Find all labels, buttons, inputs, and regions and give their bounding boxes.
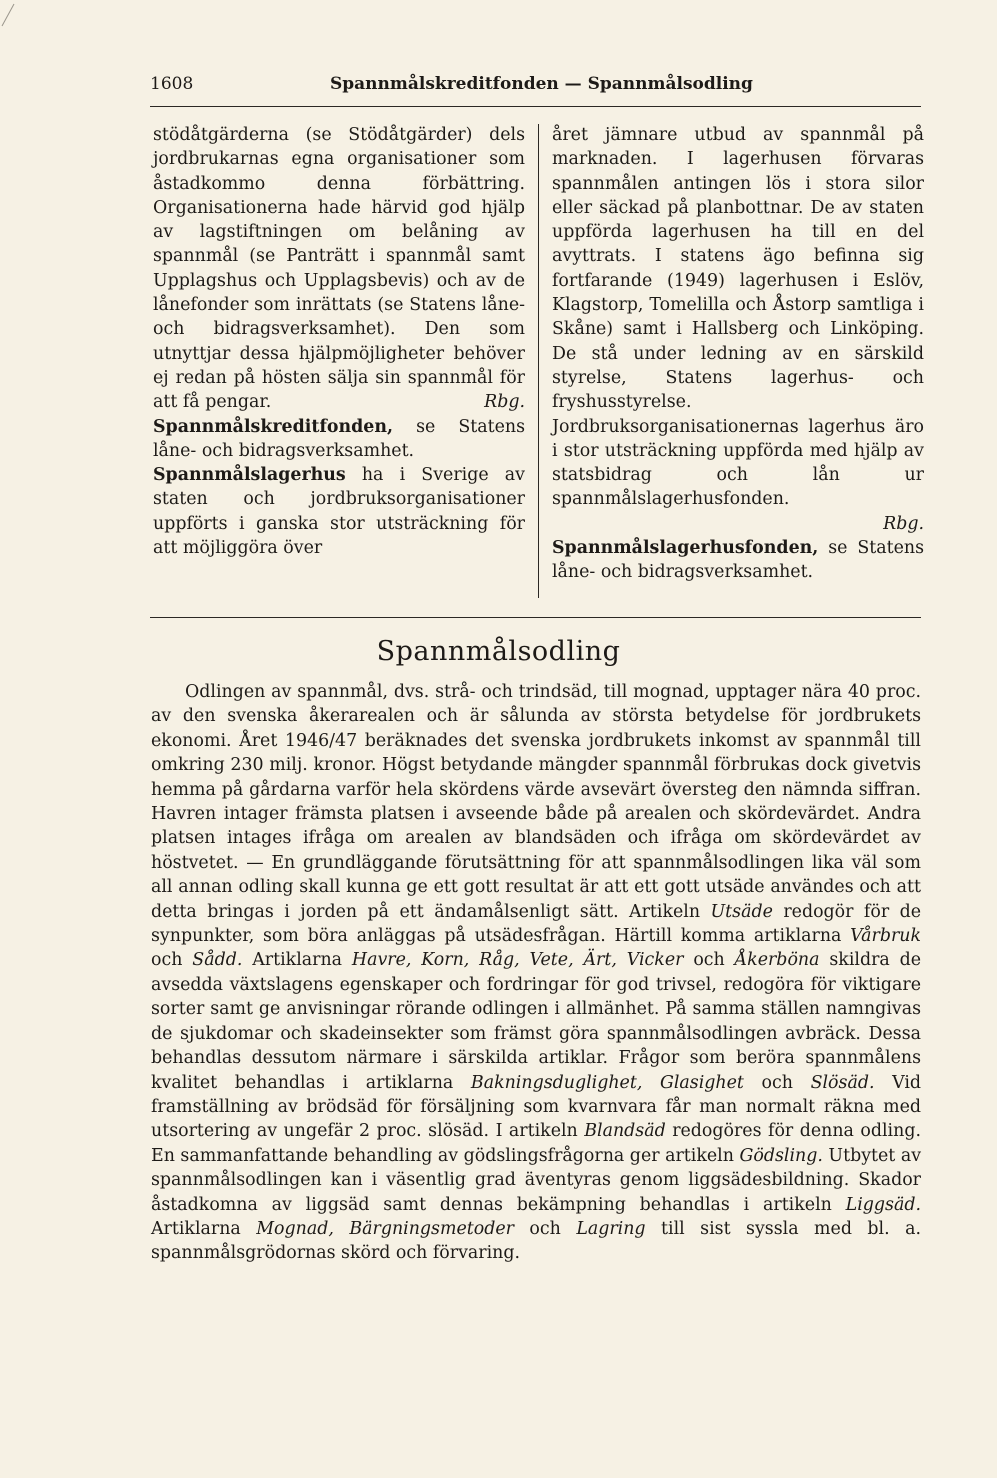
article-paragraph (151, 680, 921, 1266)
author-signature: Rbg. (484, 392, 525, 413)
article-reference: Lagring (576, 1218, 646, 1239)
article-text: till sist syssla med bl. a. spannmålsgrödornas skörd och förvaring. (151, 1218, 922, 1264)
article-reference: Slösäd. (810, 1072, 875, 1093)
entry-spannmalskreditfonden (153, 415, 525, 464)
right-paragraph (552, 123, 924, 512)
article-reference: Bakningsduglighet, Glasighet (470, 1072, 744, 1093)
article-text: redogöres för denna odling. En sammanfattande behandling av gödslingsfrågorna ger artikeln (151, 1121, 921, 1166)
article-text: Artiklarna (252, 950, 343, 971)
article-reference: Liggsäd. (845, 1194, 921, 1215)
entry-spannmalslagerhusfonden (552, 536, 924, 585)
article-reference: Mognad, Bärgningsmetoder (256, 1218, 514, 1239)
article-reference: Åkerböna (734, 950, 820, 971)
article-text: och (529, 1218, 561, 1239)
article-text: redogör för de synpunkter, som böra anläggas på utsädesfrågan. Härtill komma artiklarna (151, 901, 922, 947)
running-title: Spannmålskreditfonden — Spannmålsodling (330, 74, 753, 94)
article-reference: Vårbruk (850, 926, 921, 947)
entry-spannmalslagerhus (153, 463, 525, 560)
article-text: Utbytet av spannmålsodlingen kan i väsentlig grad äventyras genom liggsädesbildning. Skador åstadkomna av liggsäd samt dennas bekämpning behandlas i artikeln (151, 1145, 922, 1215)
article-reference: Gödsling. (739, 1145, 823, 1166)
article-text: och (693, 950, 725, 971)
article-body (151, 680, 921, 1266)
page-header (150, 74, 920, 104)
right-column (552, 123, 924, 585)
article-reference: Utsäde (710, 901, 773, 922)
left-paragraph (153, 123, 525, 415)
article-text: och (761, 1072, 793, 1093)
right-paragraph-text: året jämnare utbud av spannmål på marknaden. I lagerhusen förvaras spannmålen antingen lös i stora silor eller säckad på planbottnar. De av staten uppförda lagerhusen ha till en del avyttrats. I statens ägo befinna sig fortfarande (1949) lagerhusen i Eslöv, Klagstorp, Tomelilla och Åstorp samtliga i Skåne) samt i Hallsberg och Linköping. De stå under ledning av en särskild styrelse, Statens lagerhus- och fryshusstyrelse. Jordbruksorganisationernas lagerhus äro i stor utsträckning uppförda med hjälp av statsbidrag och lån ur spannmålslagerhusfonden. (552, 125, 924, 510)
entry-headword: Spannmålslagerhusfonden, (552, 538, 819, 559)
entry-text: se Statens låne- och bidragsverksamhet. (153, 416, 525, 461)
left-paragraph-text: stödåtgärderna (se Stödåtgärder) dels jordbrukarnas egna organisationer som åstadkommo denna förbättring. Organisationerna hade härvid god hjälp av lagstiftningen om belåning av spannmål (se Panträtt i spannmål samt Upplagshus och Upplagsbevis) och av de lånefonder som inrättats (se Statens låne- och bidragsverksamhet). Den som utnyttjar dessa hjälpmöjligheter behöver ej redan på hösten sälja sin spannmål för att få pengar. (153, 125, 525, 413)
article-reference: Blandsäd (584, 1121, 666, 1142)
article-text: och (151, 950, 183, 971)
entry-text: ha i Sverige av staten och jordbruksorganisationer uppförts i ganska stor utsträckning för att möjliggöra över (153, 465, 525, 559)
page-corner-fold-mark (0, 0, 28, 28)
section-rule (150, 617, 921, 618)
article-text: Vid framställning av brödsäd för försäljning som kvarnvara får man normalt räkna med utsortering av ungefär 2 proc. slösäd. I artikeln (151, 1072, 922, 1142)
entry-headword: Spannmålslagerhus (153, 465, 346, 486)
article-reference: Havre, Korn, Råg, Vete, Ärt, Vicker (351, 950, 684, 971)
left-column (153, 123, 525, 560)
column-divider (538, 124, 539, 598)
entry-headword: Spannmålskreditfonden, (153, 416, 394, 437)
article-text: Artiklarna (151, 1218, 241, 1239)
section-title: Spannmålsodling (376, 636, 621, 667)
page-number: 1608 (150, 74, 194, 94)
article-text: Odlingen av spannmål, dvs. strå- och trindsäd, till mognad, upptager nära 40 proc. av den svenska åkerarealen och är sålunda av största betydelse för jordbrukets ekonomi. Året 1946/47 beräknades det svenska jordbrukets inkomst av spannmål till omkring 230 milj. kronor. Högst betydande mängder spannmål förbrukas dock givetvis hemma på gårdarna varför hela skördens värde avsevärt översteg den nämnda siffran. Havren intager främsta platsen i avseende både på arealen och skördevärdet. Andra platsen intages ifråga om arealen av blandsäden och ifråga om skördevärdet av höstvetet. — En grundläggande förutsättning för att spannmålsodlingen lika väl som all annan odling skall kunna ge ett gott resultat är att ett gott utsäde användes och att detta bringas i jorden på ett ändamålsenligt sätt. Artikeln (151, 682, 921, 922)
header-rule (150, 106, 921, 107)
article-reference: Sådd. (192, 950, 243, 971)
article-text: skildra de avsedda växtslagens egenskaper och fordringar för god trivsel, redogöra för viktigare sorter samt ge anvisningar rörande odlingen i allmänhet. På samma ställen namngivas de sjukdomar och skadeinsekter som främst göra spannmålsodlingen avbräck. Dessa behandlas dessutom närmare i särskilda artiklar. Frågor som beröra spannmålens kvalitet behandlas i artiklarna (151, 950, 922, 1093)
author-signature: Rbg. (883, 513, 924, 534)
entry-text: se Statens låne- och bidragsverksamhet. (552, 538, 924, 583)
